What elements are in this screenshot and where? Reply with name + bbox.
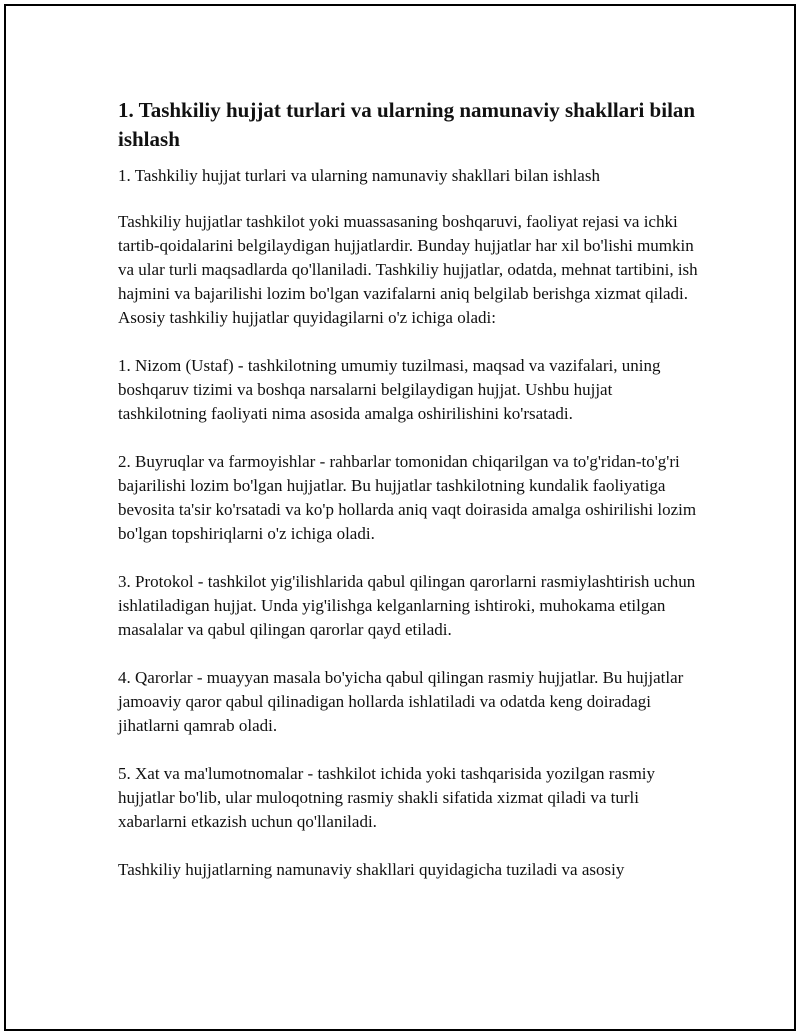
paragraph-namunaviy: Tashkiliy hujjatlarning namunaviy shakllari quyidagicha tuziladi va asosiy bbox=[118, 860, 625, 879]
paragraph-qarorlar: 4. Qarorlar - muayyan masala bo'yicha qabul qilingan rasmiy hujjatlar. Bu hujjatlar jamoaviy qaror qabul qilinadigan hollarda ishlatiladi va odatda keng doiradagi jihatlarni qamrab oladi. bbox=[118, 668, 684, 735]
document-page bbox=[4, 4, 796, 1031]
paragraph-protokol: 3. Protokol - tashkilot yig'ilishlarida qabul qilingan qarorlarni rasmiylashtirish uchun ishlatiladigan hujjat. Unda yig'ilishga kelganlarning ishtiroki, muhokama etilgan masalalar va qabul qilingan qarorlar qayd etiladi. bbox=[118, 572, 696, 639]
paragraph-nizom: 1. Nizom (Ustaf) - tashkilotning umumiy tuzilmasi, maqsad va vazifalari, uning boshqaruv tizimi va boshqa narsalarni belgilaydigan hujjat. Ushbu hujjat tashkilotning faoliyati nima asosida amalga oshirilishini ko'rsatadi. bbox=[118, 356, 661, 423]
document-subtitle: 1. Tashkiliy hujjat turlari va ularning namunaviy shakllari bilan ishlash bbox=[118, 166, 600, 185]
paragraph-buyruqlar: 2. Buyruqlar va farmoyishlar - rahbarlar tomonidan chiqarilgan va to'g'ridan-to'g'ri bajarilishi lozim bo'lgan hujjatlar. Bu hujjatlar tashkilotning kundalik faoliyatiga bevosita ta'sir ko'rsatadi va ko'p hollarda aniq vaqt doirasida amalga oshirilishi lozim bo'lgan topshiriqlarni o'z ichiga oladi. bbox=[118, 452, 697, 543]
paragraph-intro: Tashkiliy hujjatlar tashkilot yoki muassasaning boshqaruvi, faoliyat rejasi va ichki tartib-qoidalarini belgilaydigan hujjatlardir. Bunday hujjatlar har xil bo'lishi mumkin va ular turli maqsadlarda qo'llaniladi. Tashkiliy hujjatlar, odatda, mehnat tartibini, ish hajmini va bajarilishi lozim bo'lgan vazifalarni aniq belgilab berishga xizmat qiladi. Asosiy tashkiliy hujjatlar quyidagilarni o'z ichiga oladi: bbox=[118, 212, 698, 327]
document-body bbox=[118, 96, 698, 906]
document-heading: 1. Tashkiliy hujjat turlari va ularning namunaviy shakllari bilan ishlash bbox=[118, 98, 696, 151]
paragraph-xat: 5. Xat va ma'lumotnomalar - tashkilot ichida yoki tashqarisida yozilgan rasmiy hujjatlar bo'lib, ular muloqotning rasmiy shakli sifatida xizmat qiladi va turli xabarlarni etkazish uchun qo'llaniladi. bbox=[118, 764, 656, 831]
